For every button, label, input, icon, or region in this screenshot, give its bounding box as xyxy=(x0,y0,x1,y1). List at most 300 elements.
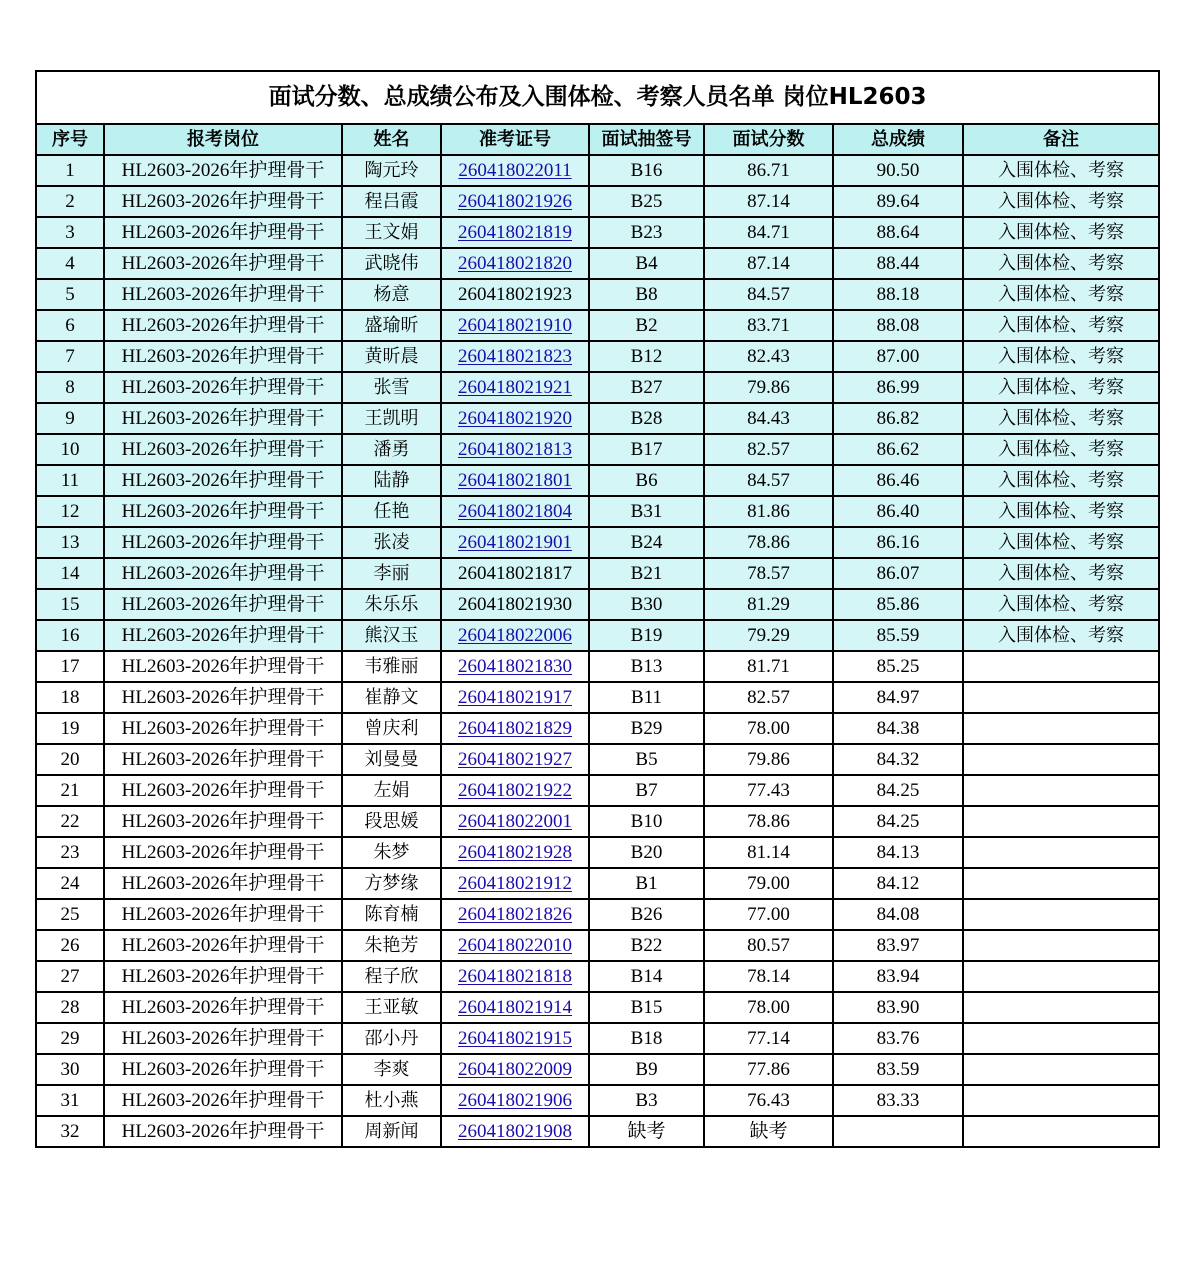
cell-no: 5 xyxy=(36,279,104,310)
cell-post: HL2603-2026年护理骨干 xyxy=(104,1054,342,1085)
cell-name: 陶元玲 xyxy=(342,155,441,186)
cell-interview-score: 84.71 xyxy=(704,217,833,248)
cell-draw: B28 xyxy=(589,403,704,434)
cell-name: 熊汉玉 xyxy=(342,620,441,651)
col-header-post: 报考岗位 xyxy=(104,124,342,155)
cell-ticket xyxy=(441,341,589,372)
cell-post: HL2603-2026年护理骨干 xyxy=(104,651,342,682)
cell-name: 张雪 xyxy=(342,372,441,403)
cell-total-score: 84.08 xyxy=(833,899,963,930)
table-row xyxy=(36,496,1159,527)
cell-name: 周新闻 xyxy=(342,1116,441,1147)
cell-name: 杜小燕 xyxy=(342,1085,441,1116)
cell-draw: B31 xyxy=(589,496,704,527)
cell-total-score: 84.13 xyxy=(833,837,963,868)
cell-total-score: 86.16 xyxy=(833,527,963,558)
cell-interview-score: 78.00 xyxy=(704,713,833,744)
cell-total-score xyxy=(833,1116,963,1147)
table-row xyxy=(36,806,1159,837)
cell-post: HL2603-2026年护理骨干 xyxy=(104,1023,342,1054)
cell-no: 30 xyxy=(36,1054,104,1085)
cell-total-score: 84.25 xyxy=(833,806,963,837)
table-row xyxy=(36,1085,1159,1116)
cell-total-score: 83.90 xyxy=(833,992,963,1023)
cell-no: 11 xyxy=(36,465,104,496)
cell-note: 入围体检、考察 xyxy=(963,217,1159,248)
ticket-link[interactable]: 260418022006 xyxy=(458,625,572,646)
cell-draw: B2 xyxy=(589,310,704,341)
cell-post: HL2603-2026年护理骨干 xyxy=(104,744,342,775)
cell-total-score: 86.40 xyxy=(833,496,963,527)
cell-interview-score: 78.86 xyxy=(704,527,833,558)
cell-interview-score: 82.57 xyxy=(704,682,833,713)
cell-post: HL2603-2026年护理骨干 xyxy=(104,992,342,1023)
cell-post: HL2603-2026年护理骨干 xyxy=(104,558,342,589)
cell-note xyxy=(963,992,1159,1023)
ticket-link[interactable]: 260418021801 xyxy=(458,470,572,491)
cell-total-score: 83.94 xyxy=(833,961,963,992)
ticket-link[interactable]: 260418021927 xyxy=(458,749,572,770)
cell-no: 7 xyxy=(36,341,104,372)
cell-note: 入围体检、考察 xyxy=(963,372,1159,403)
cell-ticket xyxy=(441,403,589,434)
results-table xyxy=(35,70,1160,1148)
ticket-link[interactable]: 260418021826 xyxy=(458,904,572,925)
cell-post: HL2603-2026年护理骨干 xyxy=(104,930,342,961)
cell-post: HL2603-2026年护理骨干 xyxy=(104,527,342,558)
cell-draw: B16 xyxy=(589,155,704,186)
table-row xyxy=(36,651,1159,682)
table-row xyxy=(36,1023,1159,1054)
cell-ticket xyxy=(441,589,589,620)
cell-name: 李丽 xyxy=(342,558,441,589)
ticket-link[interactable]: 260418022001 xyxy=(458,811,572,832)
table-row xyxy=(36,620,1159,651)
cell-no: 3 xyxy=(36,217,104,248)
cell-total-score: 88.08 xyxy=(833,310,963,341)
cell-total-score: 85.86 xyxy=(833,589,963,620)
cell-interview-score: 缺考 xyxy=(704,1116,833,1147)
table-row xyxy=(36,589,1159,620)
cell-no: 21 xyxy=(36,775,104,806)
cell-draw: B10 xyxy=(589,806,704,837)
cell-interview-score: 78.86 xyxy=(704,806,833,837)
cell-interview-score: 82.57 xyxy=(704,434,833,465)
cell-interview-score: 83.71 xyxy=(704,310,833,341)
cell-interview-score: 81.29 xyxy=(704,589,833,620)
cell-note xyxy=(963,744,1159,775)
cell-no: 16 xyxy=(36,620,104,651)
cell-interview-score: 76.43 xyxy=(704,1085,833,1116)
table-row xyxy=(36,961,1159,992)
cell-interview-score: 81.71 xyxy=(704,651,833,682)
table-row xyxy=(36,837,1159,868)
ticket-link[interactable]: 260418021912 xyxy=(458,873,572,894)
cell-post: HL2603-2026年护理骨干 xyxy=(104,465,342,496)
ticket-link[interactable]: 260418021908 xyxy=(458,1121,572,1142)
cell-name: 程子欣 xyxy=(342,961,441,992)
ticket-link[interactable]: 260418021901 xyxy=(458,532,572,553)
ticket-link[interactable]: 260418021813 xyxy=(458,439,572,460)
table-row xyxy=(36,434,1159,465)
cell-post: HL2603-2026年护理骨干 xyxy=(104,899,342,930)
cell-total-score: 86.99 xyxy=(833,372,963,403)
cell-ticket xyxy=(441,806,589,837)
cell-total-score: 84.25 xyxy=(833,775,963,806)
table-row xyxy=(36,1116,1159,1147)
ticket-link[interactable]: 260418021922 xyxy=(458,780,572,801)
cell-interview-score: 77.86 xyxy=(704,1054,833,1085)
cell-note: 入围体检、考察 xyxy=(963,186,1159,217)
cell-name: 张凌 xyxy=(342,527,441,558)
cell-name: 陈育楠 xyxy=(342,899,441,930)
cell-name: 方梦缘 xyxy=(342,868,441,899)
cell-total-score: 90.50 xyxy=(833,155,963,186)
cell-post: HL2603-2026年护理骨干 xyxy=(104,186,342,217)
cell-interview-score: 81.86 xyxy=(704,496,833,527)
cell-no: 32 xyxy=(36,1116,104,1147)
cell-name: 杨意 xyxy=(342,279,441,310)
cell-note xyxy=(963,1023,1159,1054)
ticket-link[interactable]: 260418021928 xyxy=(458,842,572,863)
ticket-link[interactable]: 260418021823 xyxy=(458,346,572,367)
cell-total-score: 83.76 xyxy=(833,1023,963,1054)
cell-ticket xyxy=(441,310,589,341)
cell-draw: B8 xyxy=(589,279,704,310)
cell-no: 28 xyxy=(36,992,104,1023)
cell-draw: B19 xyxy=(589,620,704,651)
table-row xyxy=(36,372,1159,403)
cell-note xyxy=(963,775,1159,806)
cell-name: 陆静 xyxy=(342,465,441,496)
cell-interview-score: 87.14 xyxy=(704,186,833,217)
cell-ticket xyxy=(441,713,589,744)
cell-ticket xyxy=(441,651,589,682)
cell-total-score: 83.33 xyxy=(833,1085,963,1116)
cell-post: HL2603-2026年护理骨干 xyxy=(104,682,342,713)
cell-ticket xyxy=(441,527,589,558)
ticket-link[interactable]: 260418021921 xyxy=(458,377,572,398)
ticket-text: 260418021817 xyxy=(458,563,572,584)
cell-post: HL2603-2026年护理骨干 xyxy=(104,341,342,372)
col-header-total-score: 总成绩 xyxy=(833,124,963,155)
cell-name: 段思媛 xyxy=(342,806,441,837)
table-row xyxy=(36,527,1159,558)
table-row xyxy=(36,248,1159,279)
cell-name: 朱梦 xyxy=(342,837,441,868)
cell-ticket xyxy=(441,899,589,930)
cell-no: 19 xyxy=(36,713,104,744)
cell-note xyxy=(963,899,1159,930)
cell-note xyxy=(963,930,1159,961)
cell-no: 1 xyxy=(36,155,104,186)
cell-post: HL2603-2026年护理骨干 xyxy=(104,1085,342,1116)
cell-ticket xyxy=(441,1116,589,1147)
cell-ticket xyxy=(441,682,589,713)
cell-post: HL2603-2026年护理骨干 xyxy=(104,806,342,837)
cell-draw: 缺考 xyxy=(589,1116,704,1147)
cell-draw: B25 xyxy=(589,186,704,217)
cell-note: 入围体检、考察 xyxy=(963,558,1159,589)
table-row xyxy=(36,341,1159,372)
cell-total-score: 87.00 xyxy=(833,341,963,372)
col-header-name: 姓名 xyxy=(342,124,441,155)
table-row xyxy=(36,279,1159,310)
cell-note: 入围体检、考察 xyxy=(963,620,1159,651)
cell-total-score: 83.59 xyxy=(833,1054,963,1085)
ticket-link[interactable]: 260418022009 xyxy=(458,1059,572,1080)
ticket-link[interactable]: 260418021910 xyxy=(458,315,572,336)
cell-no: 22 xyxy=(36,806,104,837)
table-row xyxy=(36,682,1159,713)
table-row xyxy=(36,155,1159,186)
cell-note: 入围体检、考察 xyxy=(963,310,1159,341)
cell-note xyxy=(963,713,1159,744)
cell-interview-score: 87.14 xyxy=(704,248,833,279)
cell-name: 朱艳芳 xyxy=(342,930,441,961)
cell-total-score: 86.07 xyxy=(833,558,963,589)
table-body xyxy=(36,155,1159,1147)
ticket-link[interactable]: 260418021820 xyxy=(458,253,572,274)
cell-post: HL2603-2026年护理骨干 xyxy=(104,496,342,527)
cell-note: 入围体检、考察 xyxy=(963,465,1159,496)
cell-name: 程吕霞 xyxy=(342,186,441,217)
cell-ticket xyxy=(441,961,589,992)
cell-draw: B12 xyxy=(589,341,704,372)
cell-no: 29 xyxy=(36,1023,104,1054)
table-row xyxy=(36,558,1159,589)
cell-draw: B1 xyxy=(589,868,704,899)
cell-note: 入围体检、考察 xyxy=(963,155,1159,186)
ticket-text: 260418021923 xyxy=(458,284,572,305)
cell-interview-score: 84.57 xyxy=(704,279,833,310)
cell-ticket xyxy=(441,620,589,651)
cell-no: 2 xyxy=(36,186,104,217)
cell-no: 25 xyxy=(36,899,104,930)
cell-ticket xyxy=(441,744,589,775)
cell-draw: B6 xyxy=(589,465,704,496)
cell-interview-score: 77.43 xyxy=(704,775,833,806)
col-header-note: 备注 xyxy=(963,124,1159,155)
page-title: 面试分数、总成绩公布及入围体检、考察人员名单 岗位HL2603 xyxy=(36,71,1159,124)
cell-total-score: 84.97 xyxy=(833,682,963,713)
cell-no: 17 xyxy=(36,651,104,682)
cell-post: HL2603-2026年护理骨干 xyxy=(104,589,342,620)
cell-ticket xyxy=(441,155,589,186)
table-row xyxy=(36,1054,1159,1085)
cell-name: 朱乐乐 xyxy=(342,589,441,620)
cell-draw: B30 xyxy=(589,589,704,620)
cell-note: 入围体检、考察 xyxy=(963,403,1159,434)
cell-ticket xyxy=(441,992,589,1023)
cell-post: HL2603-2026年护理骨干 xyxy=(104,217,342,248)
cell-no: 14 xyxy=(36,558,104,589)
cell-no: 9 xyxy=(36,403,104,434)
cell-interview-score: 77.00 xyxy=(704,899,833,930)
cell-note xyxy=(963,837,1159,868)
cell-note: 入围体检、考察 xyxy=(963,496,1159,527)
cell-name: 李爽 xyxy=(342,1054,441,1085)
cell-draw: B7 xyxy=(589,775,704,806)
ticket-text: 260418021930 xyxy=(458,594,572,615)
cell-name: 邵小丹 xyxy=(342,1023,441,1054)
cell-no: 8 xyxy=(36,372,104,403)
cell-ticket xyxy=(441,372,589,403)
col-header-draw: 面试抽签号 xyxy=(589,124,704,155)
cell-total-score: 86.62 xyxy=(833,434,963,465)
cell-note: 入围体检、考察 xyxy=(963,341,1159,372)
table-row xyxy=(36,465,1159,496)
cell-name: 潘勇 xyxy=(342,434,441,465)
ticket-link[interactable]: 260418021915 xyxy=(458,1028,572,1049)
ticket-link[interactable]: 260418021804 xyxy=(458,501,572,522)
cell-total-score: 84.12 xyxy=(833,868,963,899)
cell-total-score: 86.46 xyxy=(833,465,963,496)
cell-interview-score: 81.14 xyxy=(704,837,833,868)
cell-post: HL2603-2026年护理骨干 xyxy=(104,1116,342,1147)
cell-interview-score: 79.86 xyxy=(704,372,833,403)
cell-draw: B23 xyxy=(589,217,704,248)
cell-post: HL2603-2026年护理骨干 xyxy=(104,155,342,186)
cell-draw: B3 xyxy=(589,1085,704,1116)
cell-draw: B27 xyxy=(589,372,704,403)
cell-name: 左娟 xyxy=(342,775,441,806)
cell-note: 入围体检、考察 xyxy=(963,589,1159,620)
cell-name: 韦雅丽 xyxy=(342,651,441,682)
cell-no: 27 xyxy=(36,961,104,992)
cell-note xyxy=(963,1116,1159,1147)
cell-note: 入围体检、考察 xyxy=(963,279,1159,310)
cell-post: HL2603-2026年护理骨干 xyxy=(104,310,342,341)
cell-name: 武晓伟 xyxy=(342,248,441,279)
cell-post: HL2603-2026年护理骨干 xyxy=(104,868,342,899)
title-row xyxy=(36,71,1159,124)
cell-name: 刘曼曼 xyxy=(342,744,441,775)
ticket-link[interactable]: 260418021920 xyxy=(458,408,572,429)
ticket-link[interactable]: 260418021829 xyxy=(458,718,572,739)
table-row xyxy=(36,899,1159,930)
cell-draw: B17 xyxy=(589,434,704,465)
cell-total-score: 83.97 xyxy=(833,930,963,961)
cell-name: 任艳 xyxy=(342,496,441,527)
cell-draw: B11 xyxy=(589,682,704,713)
cell-note: 入围体检、考察 xyxy=(963,248,1159,279)
cell-total-score: 84.32 xyxy=(833,744,963,775)
cell-ticket xyxy=(441,1023,589,1054)
cell-post: HL2603-2026年护理骨干 xyxy=(104,248,342,279)
cell-interview-score: 78.57 xyxy=(704,558,833,589)
cell-note xyxy=(963,1085,1159,1116)
cell-no: 12 xyxy=(36,496,104,527)
cell-no: 10 xyxy=(36,434,104,465)
cell-interview-score: 78.14 xyxy=(704,961,833,992)
cell-ticket xyxy=(441,248,589,279)
cell-post: HL2603-2026年护理骨干 xyxy=(104,837,342,868)
table-row xyxy=(36,217,1159,248)
cell-no: 13 xyxy=(36,527,104,558)
cell-interview-score: 78.00 xyxy=(704,992,833,1023)
cell-no: 20 xyxy=(36,744,104,775)
cell-draw: B22 xyxy=(589,930,704,961)
table-row xyxy=(36,713,1159,744)
cell-no: 15 xyxy=(36,589,104,620)
ticket-link[interactable]: 260418021917 xyxy=(458,687,572,708)
cell-name: 王亚敏 xyxy=(342,992,441,1023)
cell-draw: B15 xyxy=(589,992,704,1023)
cell-ticket xyxy=(441,837,589,868)
cell-total-score: 88.64 xyxy=(833,217,963,248)
cell-name: 盛瑜昕 xyxy=(342,310,441,341)
cell-no: 24 xyxy=(36,868,104,899)
cell-draw: B4 xyxy=(589,248,704,279)
cell-ticket xyxy=(441,558,589,589)
col-header-ticket: 准考证号 xyxy=(441,124,589,155)
cell-ticket xyxy=(441,1054,589,1085)
cell-no: 18 xyxy=(36,682,104,713)
ticket-link[interactable]: 260418022010 xyxy=(458,935,572,956)
cell-note xyxy=(963,682,1159,713)
cell-total-score: 88.44 xyxy=(833,248,963,279)
results-sheet xyxy=(35,70,1158,1148)
cell-interview-score: 80.57 xyxy=(704,930,833,961)
cell-ticket xyxy=(441,434,589,465)
table-row xyxy=(36,775,1159,806)
cell-no: 23 xyxy=(36,837,104,868)
cell-draw: B24 xyxy=(589,527,704,558)
cell-ticket xyxy=(441,217,589,248)
table-row xyxy=(36,403,1159,434)
cell-draw: B14 xyxy=(589,961,704,992)
ticket-link[interactable]: 260418021819 xyxy=(458,222,572,243)
cell-total-score: 84.38 xyxy=(833,713,963,744)
ticket-link[interactable]: 260418021914 xyxy=(458,997,572,1018)
cell-interview-score: 79.86 xyxy=(704,744,833,775)
cell-draw: B13 xyxy=(589,651,704,682)
cell-post: HL2603-2026年护理骨干 xyxy=(104,279,342,310)
cell-interview-score: 84.43 xyxy=(704,403,833,434)
table-row xyxy=(36,930,1159,961)
cell-ticket xyxy=(441,465,589,496)
cell-ticket xyxy=(441,775,589,806)
ticket-link[interactable]: 260418022011 xyxy=(458,160,572,181)
cell-note xyxy=(963,1054,1159,1085)
ticket-link[interactable]: 260418021926 xyxy=(458,191,572,212)
cell-name: 曾庆利 xyxy=(342,713,441,744)
cell-note xyxy=(963,806,1159,837)
cell-draw: B20 xyxy=(589,837,704,868)
col-header-interview-score: 面试分数 xyxy=(704,124,833,155)
cell-post: HL2603-2026年护理骨干 xyxy=(104,372,342,403)
ticket-link[interactable]: 260418021906 xyxy=(458,1090,572,1111)
cell-total-score: 85.25 xyxy=(833,651,963,682)
cell-total-score: 88.18 xyxy=(833,279,963,310)
table-row xyxy=(36,310,1159,341)
cell-no: 31 xyxy=(36,1085,104,1116)
cell-no: 4 xyxy=(36,248,104,279)
cell-name: 王文娟 xyxy=(342,217,441,248)
cell-draw: B26 xyxy=(589,899,704,930)
cell-total-score: 85.59 xyxy=(833,620,963,651)
cell-draw: B29 xyxy=(589,713,704,744)
cell-note xyxy=(963,961,1159,992)
cell-interview-score: 82.43 xyxy=(704,341,833,372)
cell-interview-score: 84.57 xyxy=(704,465,833,496)
ticket-link[interactable]: 260418021818 xyxy=(458,966,572,987)
table-row xyxy=(36,186,1159,217)
cell-interview-score: 86.71 xyxy=(704,155,833,186)
col-header-no: 序号 xyxy=(36,124,104,155)
ticket-link[interactable]: 260418021830 xyxy=(458,656,572,677)
